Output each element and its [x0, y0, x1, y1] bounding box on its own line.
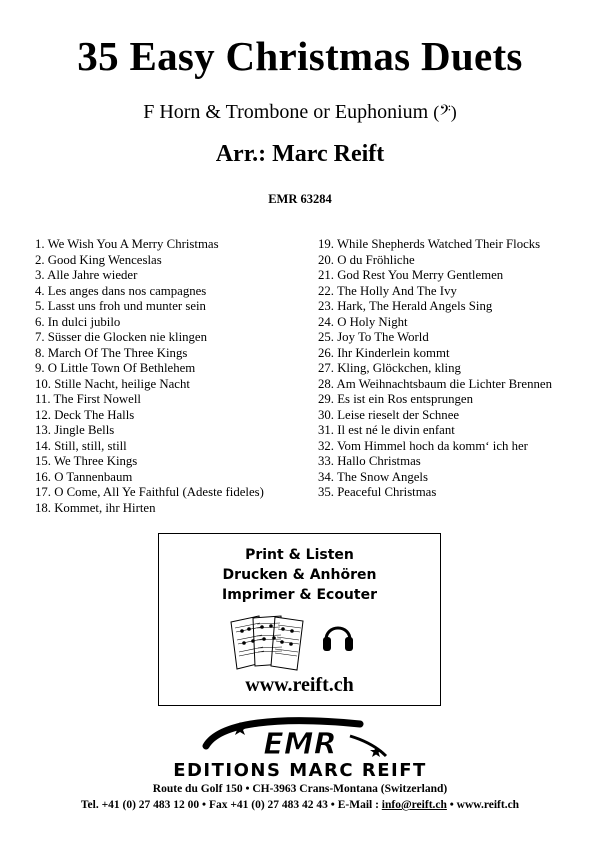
- list-item: 2. Good King Wenceslas: [35, 252, 162, 267]
- instrumentation-text: F Horn & Trombone or Euphonium: [143, 101, 429, 123]
- list-item: 5. Lasst uns froh und munter sein: [35, 299, 206, 313]
- list-item: 15. We Three Kings: [35, 454, 138, 468]
- emr-logo: [200, 716, 400, 762]
- promo-website[interactable]: www.reift.ch: [245, 674, 354, 696]
- list-item: 16. O Tannenbaum: [35, 469, 133, 484]
- list-item: 11. The First Nowell: [35, 392, 141, 406]
- promo-line-english: Print & Listen: [245, 547, 354, 563]
- arranger-line: Arr.: Marc Reift: [215, 141, 385, 167]
- bass-clef-icon: (𝄢): [433, 102, 457, 122]
- list-item: 28. Am Weihnachtsbaum die Lichter Brennen: [318, 376, 552, 391]
- email-link[interactable]: info@reift.ch: [381, 799, 447, 811]
- list-item: 31. Il est né le divin enfant: [318, 423, 455, 437]
- list-item: 7. Süsser die Glocken nie klingen: [35, 330, 208, 344]
- list-item: 21. God Rest You Merry Gentlemen: [318, 268, 504, 282]
- list-item: 12. Deck The Halls: [35, 407, 135, 422]
- list-item: 27. Kling, Glöckchen, kling: [318, 361, 461, 375]
- list-item: 22. The Holly And The Ivy: [318, 283, 457, 298]
- publisher-name: EDITIONS MARC REIFT: [173, 760, 427, 781]
- promo-lines: [159, 545, 440, 605]
- list-item: 35. Peaceful Christmas: [318, 485, 437, 499]
- logo-text: EMR: [263, 727, 337, 762]
- print-listen-box: [158, 533, 441, 706]
- list-item: 3. Alle Jahre wieder: [35, 268, 138, 282]
- list-item: 1. We Wish You A Merry Christmas: [35, 237, 219, 251]
- list-item: 9. O Little Town Of Bethlehem: [35, 361, 196, 375]
- list-item: 10. Stille Nacht, heilige Nacht: [35, 376, 190, 391]
- list-item: 4. Les anges dans nos campagnes: [35, 283, 207, 298]
- page-title: 35 Easy Christmas Duets: [77, 33, 523, 79]
- headphones-icon: [322, 618, 354, 654]
- promo-line-french: Imprimer & Ecouter: [221, 587, 377, 603]
- contact-phone-fax: Tel. +41 (0) 27 483 12 00 • Fax +41 (0) 27 483 42 43 • E-Mail :: [80, 799, 382, 811]
- instrumentation-subtitle: [0, 102, 600, 122]
- publisher-contact: [0, 800, 600, 812]
- list-item: 6. In dulci jubilo: [35, 314, 121, 329]
- promo-line-german: Drucken & Anhören: [222, 567, 377, 583]
- list-item: 25. Joy To The World: [318, 330, 429, 344]
- list-item: 30. Leise rieselt der Schnee: [318, 407, 460, 422]
- contents-list-left: [35, 237, 305, 516]
- publisher-address: Route du Golf 150 • CH-3963 Crans-Montana (Switzerland): [152, 783, 448, 795]
- sheet-music-icon: [229, 614, 307, 672]
- list-item: 34. The Snow Angels: [318, 469, 428, 484]
- list-item: 13. Jingle Bells: [35, 423, 115, 437]
- contents-list-right: [318, 237, 593, 501]
- list-item: 14. Still, still, still: [35, 438, 127, 453]
- list-item: 19. While Shepherds Watched Their Flocks: [318, 237, 541, 251]
- list-item: 20. O du Fröhliche: [318, 252, 415, 267]
- list-item: 23. Hark, The Herald Angels Sing: [318, 299, 493, 313]
- contact-website[interactable]: • www.reift.ch: [446, 799, 520, 811]
- catalog-number: EMR 63284: [268, 192, 332, 206]
- list-item: 26. Ihr Kinderlein kommt: [318, 345, 450, 360]
- list-item: 29. Es ist ein Ros entsprungen: [318, 392, 473, 406]
- list-item: 17. O Come, All Ye Faithful (Adeste fideles): [35, 485, 264, 499]
- list-item: 32. Vom Himmel hoch da komm‘ ich her: [318, 438, 528, 453]
- list-item: 24. O Holy Night: [318, 314, 408, 329]
- list-item: 33. Hallo Christmas: [318, 454, 421, 468]
- list-item: 8. March Of The Three Kings: [35, 345, 188, 360]
- list-item: 18. Kommet, ihr Hirten: [35, 500, 156, 515]
